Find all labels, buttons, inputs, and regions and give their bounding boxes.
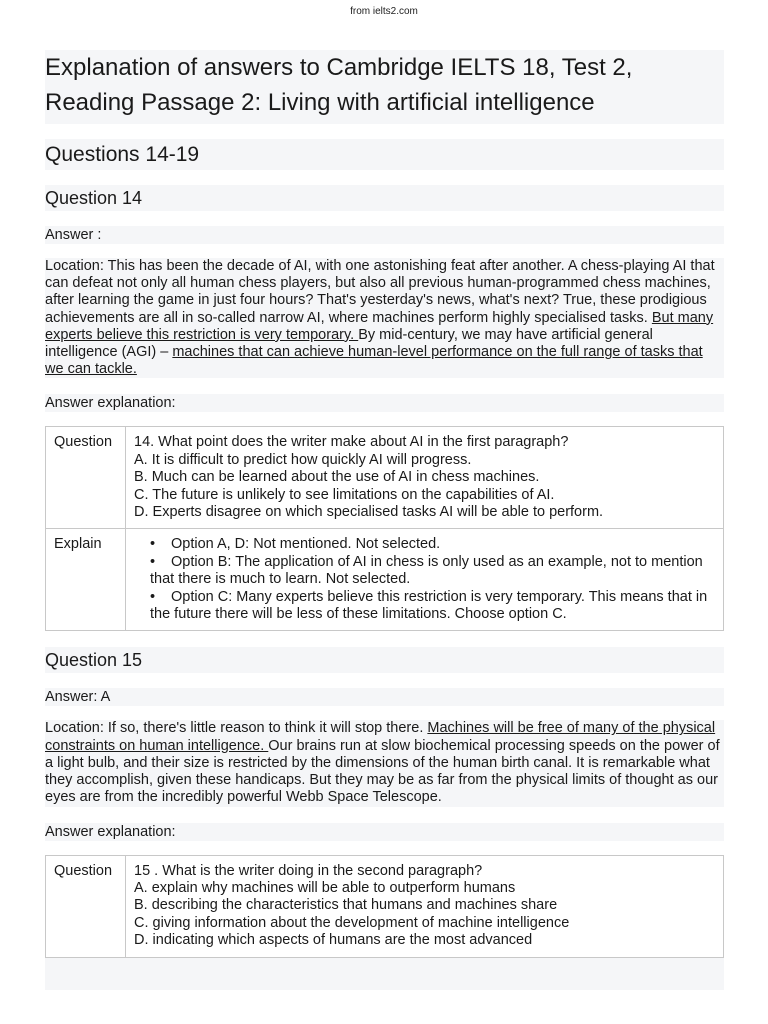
option-d: D. indicating which aspects of humans are the most advanced — [134, 932, 533, 949]
location-text: Our brains run at slow biochemical processing speeds on the power of a light bulb, and their size is restricted by the dimensions of the human birth canal. It is remarkable what they accomplish, given these handicaps. But they may be as far from the physical limits of thought as our eyes are from the incredibly powerful Webb Space Telescope. — [45, 737, 720, 806]
location-highlight: But many experts believe this restriction is very temporary. — [45, 309, 714, 343]
question-label-cell: Question — [46, 855, 126, 957]
question-15-location — [45, 720, 724, 806]
question-15-answer: Answer: A — [45, 688, 724, 706]
question-label-cell: Question — [46, 427, 126, 529]
question-14-location — [45, 258, 724, 378]
location-text: By mid-century, we may have artificial general intelligence (AGI) – — [45, 326, 653, 361]
table-row — [46, 427, 724, 529]
question-15-explanation-label: Answer explanation: — [45, 823, 724, 841]
location-text: Location: This has been the decade of AI, with one astonishing feat after another. A chess-playing AI that can defeat not only all human chess players, but also all previous human-programmed chess machines, after learning the game in just four hours? That's yesterday's news, what's next? True, these prodigious achievements are all in so-called narrow AI, where machines perform highly specialised tasks. — [45, 258, 715, 326]
location-text: Location: If so, there's little reason to think it will stop there. — [45, 720, 428, 737]
option-a: A. It is difficult to predict how quickly AI will progress. — [134, 451, 472, 468]
source-note: from ielts2.com — [350, 6, 418, 17]
question-15-heading: Question 15 — [45, 647, 724, 673]
question-text-cell — [126, 855, 724, 957]
option-c: C. giving information about the development of machine intelligence — [134, 914, 570, 931]
explain-item-text: Option B: The application of AI in chess is only used as an example, not to mention that there is much to learn. Not selected. — [150, 553, 703, 588]
page-title: Explanation of answers to Cambridge IELTS 18, Test 2, Reading Passage 2: Living with artificial intelligence — [45, 50, 724, 124]
question-14-table — [45, 426, 724, 631]
option-b: B. describing the characteristics that humans and machines share — [134, 897, 558, 914]
question-text-cell — [126, 427, 724, 529]
list-item — [150, 536, 715, 553]
question-15-table — [45, 855, 724, 958]
explain-label-cell: Explain — [46, 529, 126, 631]
question-14-answer: Answer : — [45, 226, 724, 244]
question-stem: 14. What point does the writer make about AI in the first paragraph? — [134, 434, 569, 451]
section-heading: Questions 14-19 — [45, 139, 724, 170]
question-14-explanation-label: Answer explanation: — [45, 394, 724, 412]
option-a: A. explain why machines will be able to outperform humans — [134, 879, 516, 896]
list-item — [150, 554, 715, 589]
list-item — [150, 589, 715, 624]
explain-item-text: Option C: Many experts believe this restriction is very temporary. This means that in the future there will be less of these limitations. Choose option C. — [150, 588, 708, 623]
option-d: D. Experts disagree on which specialised tasks AI will be able to perform. — [134, 504, 604, 521]
option-b: B. Much can be learned about the use of AI in chess machines. — [134, 469, 540, 486]
location-highlight: Machines will be free of many of the physical constraints on human intelligence. — [45, 720, 716, 754]
page-bottom-band — [45, 958, 724, 990]
explain-text-cell — [126, 529, 724, 631]
article — [45, 50, 724, 990]
question-stem: 15 . What is the writer doing in the second paragraph? — [134, 862, 483, 879]
explain-item-text: Option A, D: Not mentioned. Not selected. — [171, 536, 441, 553]
explain-list — [134, 536, 715, 623]
location-highlight: machines that can achieve human-level performance on the full range of tasks that we can tackle. — [45, 344, 703, 378]
table-row — [46, 855, 724, 957]
question-14-heading: Question 14 — [45, 185, 724, 211]
table-row — [46, 529, 724, 631]
option-c: C. The future is unlikely to see limitations on the capabilities of AI. — [134, 486, 555, 503]
